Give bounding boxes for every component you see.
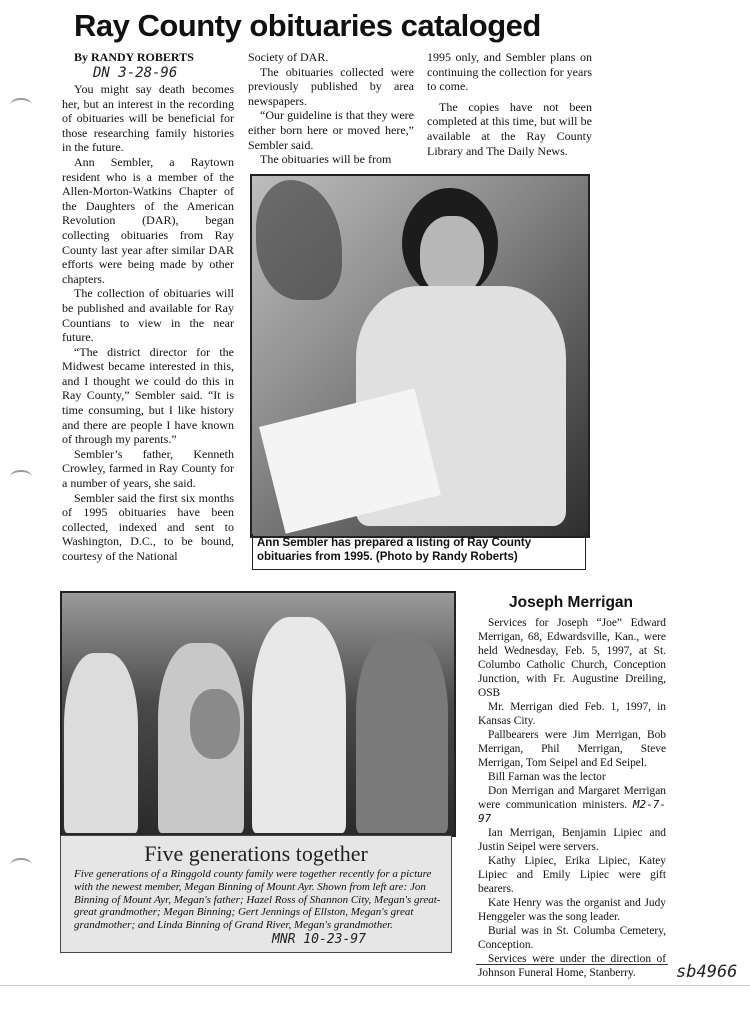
five-generations-text: Five generations of a Ringgold county family were together recently for a picture with the newest member, Megan Binning of Mount Ayr. Shown from left are: Jon Binning of Mount Ayr, Megan's father; Hazel Ross of Shannon City, Megan's great-great grandmother; Megan Binning; Gert Jennings of Ellston, Megan's great grandmother; and Linda Binning of Grand River, Megan's grandmother. [74,868,441,932]
obituary-paragraph: Services were under the direction of Johnson Funeral Home, Stanberry. [478,953,666,979]
article-paragraph: Ann Sembler, a Raytown resident who is a member of the Allen-Morton-Watkins Chapter of the Daughters of the American Revolution (DAR), began collecting obituaries from Ray County last year after similar DAR efforts were being made by other chapters. [62,154,234,286]
obituary-paragraph: Kathy Lipiec, Erika Lipiec, Katey Lipiec and Emily Lipiec were gift bearers. [478,855,666,895]
obituary-paragraph: Pallbearers were Jim Merrigan, Bob Merrigan, Phil Merrigan, Steve Merrigan, Tom Seipel and Ed Seipel. [478,729,666,769]
obituary-paragraph: Burial was in St. Columba Cemetery, Conception. [478,925,666,951]
photo-person-shape [64,653,138,833]
photo-baby-shape [190,689,240,759]
article-paragraph: “Our guideline is that they were either born here or moved here,” Sembler said. [248,108,414,152]
photo-five-generations [60,591,456,837]
obituary-divider [476,964,668,965]
obituary-paragraph-text: Don Merrigan and Margaret Merrigan were communication ministers. [478,785,666,811]
article-paragraph: 1995 only, and Sembler plans on continuing the collection for years to come. [427,50,592,94]
handwritten-date-note: DN 3-28-96 [93,65,178,81]
article-paragraph: The obituaries will be from [260,152,392,167]
article-column-1 [62,82,234,564]
article-paragraph: Society of DAR. [248,50,329,64]
punch-hole-top [10,98,32,112]
headline: Ray County obituaries cataloged [74,8,541,43]
page-bottom-divider [0,985,750,986]
photo-caption: Ann Sembler has prepared a listing of Ray County obituaries from 1995. (Photo by Randy Roberts) [252,534,586,570]
obituary-paragraph: Mr. Merrigan died Feb. 1, 1997, in Kansas City. [478,701,666,727]
photo-person-face-shape [420,216,484,296]
article-paragraph: Sembler said the first six months of 1995 obituaries have been collected, indexed and sent to Washington, D.C., to be bound, courtesy of the National [62,490,234,563]
byline: By RANDY ROBERTS [74,50,194,64]
obituary-body [478,616,666,980]
obituary-paragraph: Bill Farnan was the lector [488,771,606,783]
obituary-name: Joseph Merrigan [508,594,634,611]
obituary-paragraph: Ian Merrigan, Benjamin Lipiec and Justin Seipel were servers. [478,827,666,853]
handwritten-obituary-note: M2-7-97 [478,798,666,825]
photo-plant-shape [256,180,342,300]
handwritten-archive-note: sb4966 [676,962,738,982]
article-paragraph: “The district director for the Midwest became interested in this, and I thought we could do this in Ray County,” Sembler said. “It is time consuming, but I like history and there are people I have known of through my parents.” [62,344,234,447]
photo-person-shape [252,617,346,833]
photo-person-shape [356,633,448,833]
obituary-paragraph: Services for Joseph “Joe” Edward Merrigan, 68, Edwardsville, Kan., were held Wednesday, Feb. 5, 1997, at St. Columbo Catholic Church, Conception Junction, with Fr. Augustine Dreiling, OSB [478,617,666,699]
five-generations-title: Five generations together [144,841,368,866]
punch-hole-middle [10,470,32,484]
handwritten-mnr-note: MNR 10-23-97 [272,932,366,947]
obituary-paragraph: Kate Henry was the organist and Judy Henggeler was the song leader. [478,897,666,923]
article-paragraph: You might say death becomes her, but an interest in the recording of obituaries will be beneficial for those researching family histories in the future. [62,82,234,155]
photo-ann-sembler [250,174,590,538]
article-paragraph: The obituaries collected were previously published by area newspapers. [248,64,414,108]
obituary-paragraph [478,784,666,826]
article-paragraph: Sembler’s father, Kenneth Crowley, farmed in Ray County for a number of years, she said. [62,446,234,491]
article-column-2 [248,50,414,167]
article-paragraph: The collection of obituaries will be published and available for Ray Countians to view in the near future. [62,286,234,345]
article-paragraph: The copies have not been completed at this time, but will be available at the Ray County Library and The Daily News. [427,99,592,158]
punch-hole-bottom [10,858,32,872]
article-column-3 [427,50,592,158]
